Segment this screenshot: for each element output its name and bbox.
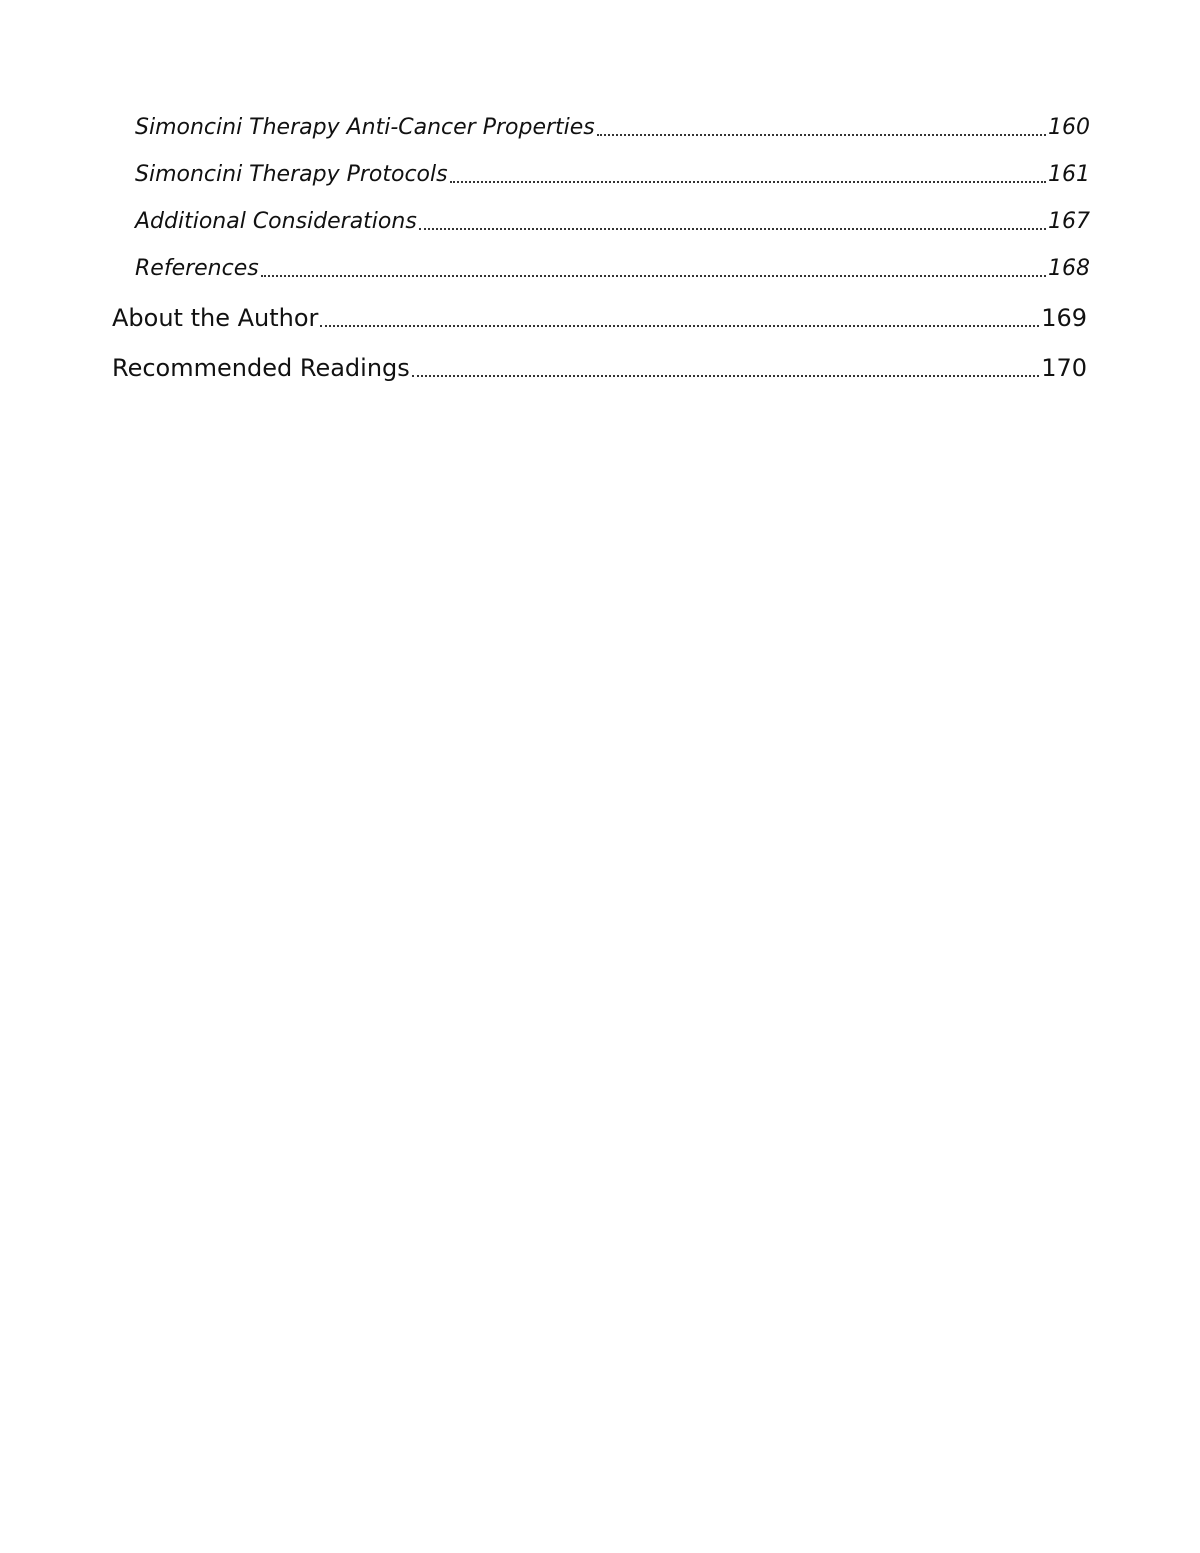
- toc-entry-title: Simoncini Therapy Anti-Cancer Properties: [135, 115, 595, 140]
- toc-entry[interactable]: [135, 160, 1090, 190]
- toc-entry[interactable]: [135, 207, 1090, 237]
- toc-entry-title: References: [135, 256, 259, 281]
- toc-entry-page-number: 160: [1048, 115, 1090, 140]
- dot-leader: [419, 207, 1046, 237]
- dot-leader: [412, 352, 1039, 384]
- toc-entry-title: Simoncini Therapy Protocols: [135, 162, 448, 187]
- toc-entry-title: Recommended Readings: [112, 354, 410, 382]
- toc-entry[interactable]: [135, 113, 1090, 143]
- dot-leader: [261, 254, 1046, 284]
- toc-entry-title: Additional Considerations: [135, 209, 417, 234]
- toc-entry[interactable]: [112, 302, 1087, 334]
- dot-leader: [320, 302, 1039, 334]
- toc-entry[interactable]: [135, 254, 1090, 284]
- toc-entry-page-number: 161: [1048, 162, 1090, 187]
- toc-entry-page-number: 169: [1041, 304, 1087, 332]
- dot-leader: [597, 113, 1046, 143]
- dot-leader: [450, 160, 1046, 190]
- toc-entry-page-number: 170: [1041, 354, 1087, 382]
- toc-entry-title: About the Author: [112, 304, 319, 332]
- toc-entry[interactable]: [112, 352, 1087, 384]
- toc-entry-page-number: 167: [1048, 209, 1090, 234]
- toc-entry-page-number: 168: [1048, 256, 1090, 281]
